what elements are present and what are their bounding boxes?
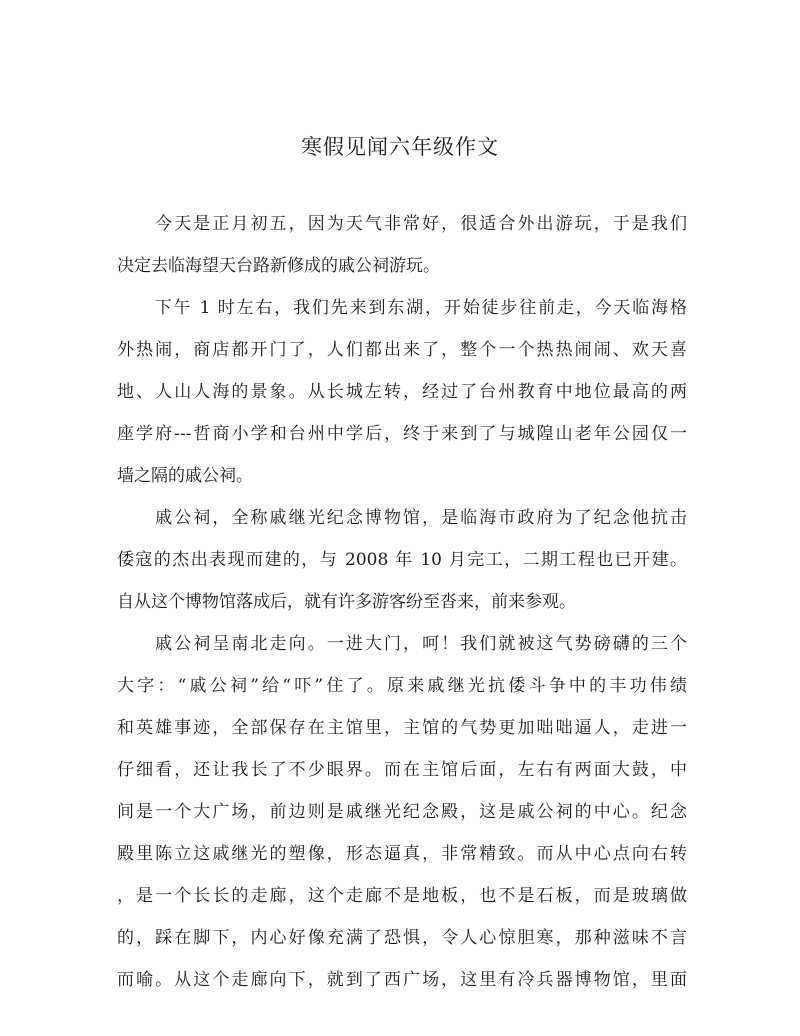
text-line: ，是一个长长的走廊，这个走廊不是地板，也不是石板，而是玻璃做 [117,886,687,906]
text-line: 倭寇的杰出表现而建的，与 2008 年 10 月完工，二期工程也已开建。 [117,550,687,570]
text-line: 而喻。从这个走廊向下，就到了西广场，这里有冷兵器博物馆，里面 [117,970,687,990]
document-title: 寒假见闻六年级作文 [301,135,499,159]
text-line: 的，踩在脚下，内心好像充满了恐惧，令人心惊胆寒，那种滋味不言 [117,928,687,948]
text-line: 地、人山人海的景象。从长城左转，经过了台州教育中地位最高的两 [117,382,687,402]
text-line: 仔细看，还让我长了不少眼界。而在主馆后面，左右有两面大鼓，中 [117,760,687,780]
document-body [117,203,687,1001]
text-line: 外热闹，商店都开门了，人们都出来了，整个一个热热闹闹、欢天喜 [117,340,687,360]
text-line: 殿里陈立这戚继光的塑像，形态逼真，非常精致。而从中心点向右转 [117,844,687,864]
paragraph-3 [117,497,687,623]
text-line: 自从这个博物馆落成后，就有许多游客纷至沓来，前来参观。 [117,592,576,612]
paragraph-2 [117,287,687,497]
text-line: 决定去临海望天台路新修成的戚公祠游玩。 [117,256,440,276]
text-line: 墙之隔的戚公祠。 [117,466,253,486]
text-line: 今天是正月初五，因为天气非常好，很适合外出游玩，于是我们 [117,214,687,234]
paragraph-1 [117,203,687,287]
text-line: 戚公祠呈南北走向。一进大门，呵！我们就被这气势磅礴的三个 [117,634,687,654]
paragraph-4 [117,623,687,1001]
text-line: 和英雄事迹，全部保存在主馆里，主馆的气势更加咄咄逼人，走进一 [117,718,687,738]
text-line: 大字：“戚公祠”给“吓”住了。原来戚继光抗倭斗争中的丰功伟绩 [117,676,687,696]
text-line: 戚公祠，全称戚继光纪念博物馆，是临海市政府为了纪念他抗击 [117,508,687,528]
text-line: 座学府---哲商小学和台州中学后，终于来到了与城隍山老年公园仅一 [117,424,687,444]
text-line: 间是一个大广场，前边则是戚继光纪念殿，这是戚公祠的中心。纪念 [117,802,687,822]
text-line: 下午 1 时左右，我们先来到东湖，开始徒步往前走，今天临海格 [117,298,687,318]
